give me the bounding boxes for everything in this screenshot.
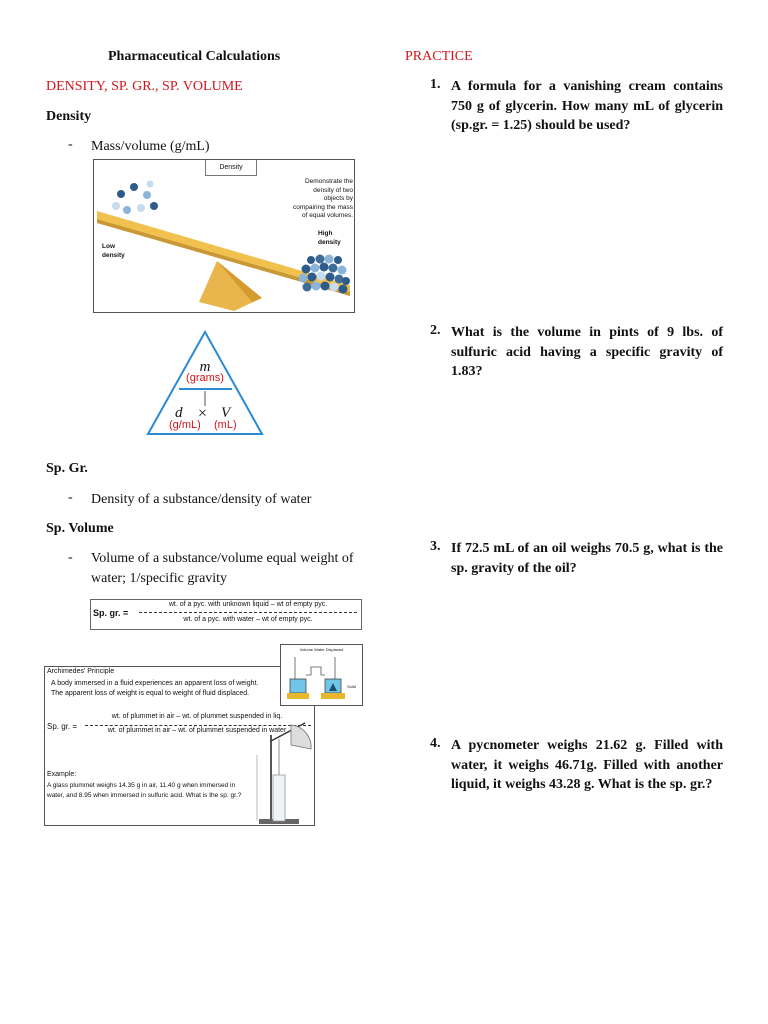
density-unit: (g/mL) (169, 419, 201, 431)
inset-title: Volume Water Displaced (299, 647, 344, 652)
balance-illustration (253, 715, 313, 825)
question-3-text: If 72.5 mL of an oil weighs 70.5 g, what is the sp. gravity of the oil? (451, 541, 723, 576)
section-heading: DENSITY, SP. GR., SP. VOLUME (46, 79, 243, 94)
density-triangle (146, 330, 264, 436)
pyc-fraction-line (139, 612, 357, 613)
times-symbol: × (198, 405, 208, 422)
density-heading: Density (46, 109, 92, 124)
density-symbol: d (175, 405, 183, 421)
mass-unit: (grams) (186, 372, 224, 384)
beaker-illustration (281, 645, 362, 705)
volume-unit: (mL) (214, 419, 237, 431)
seesaw-illustration (94, 160, 354, 312)
bullet-dash: - (68, 550, 73, 565)
question-2-number: 2. (430, 323, 441, 338)
question-1-text: A formula for a vanishing cream contains 750 g of glycerin. How many mL of glycerin (sp.gr. = 1.25) should be used? (451, 79, 723, 133)
displacement-inset (280, 644, 363, 706)
spgr-definition: Density of a substance/density of water (91, 492, 312, 507)
archimedes-denominator: wt. of plummet in air – wt. of plummet suspended in water (107, 727, 287, 734)
pyc-formula-denominator: wt. of a pyc. with water – wt of empty pyc. (183, 616, 313, 623)
low-density-balls (112, 181, 158, 215)
bullet-dash: - (68, 490, 73, 505)
fulcrum-shape (199, 261, 262, 311)
high-density-label: High density (318, 230, 341, 246)
question-3-number: 3. (430, 539, 441, 554)
spvol-definition: Volume of a substance/volume equal weight of water; 1/specific gravity (91, 551, 354, 586)
density-figure-title: Density (205, 160, 257, 176)
pycnometer-formula (90, 599, 362, 630)
inset-label: Solid (347, 684, 356, 689)
question-2-text: What is the volume in pints of 9 lbs. of sulfuric acid having a specific gravity of 1.83? (451, 325, 723, 379)
archimedes-numerator: wt. of plummet in air – wt. of plummet suspended in liq. (111, 713, 283, 720)
pyc-formula-lhs: Sp. gr. = (93, 608, 129, 618)
low-density-label: Low density (102, 243, 125, 259)
archimedes-title: Archimedes' Principle (47, 668, 115, 675)
question-4-text: A pycnometer weighs 21.62 g. Filled with water, it weighs 46.71g. Filled with another liquid, it weighs 43.28 g. What is the sp. gr.? (451, 738, 723, 792)
density-figure (93, 159, 355, 313)
mass-symbol: m (199, 359, 211, 375)
spvol-heading: Sp. Volume (46, 521, 114, 536)
density-definition: Mass/volume (g/mL) (91, 139, 210, 154)
page-title: Pharmaceutical Calculations (108, 49, 281, 64)
archimedes-point-1: A body immersed in a fluid experiences an apparent loss of weight. (51, 680, 259, 687)
volume-symbol: V (221, 405, 231, 421)
spgr-heading: Sp. Gr. (46, 461, 88, 476)
archimedes-figure (44, 666, 315, 826)
pyc-formula-numerator: wt. of a pyc. with unknown liquid – wt of empty pyc. (168, 601, 328, 608)
example-text: A glass plummet weighs 14.35 g in air, 11.40 g when immersed in water, and 8.95 when immersed in sulfuric acid. What is the sp. gr.? (47, 782, 242, 799)
practice-heading: PRACTICE (405, 49, 473, 64)
example-label: Example: (47, 771, 77, 778)
bullet-dash: - (68, 137, 73, 152)
archimedes-point-2: The apparent loss of weight is equal to weight of fluid displaced. (51, 690, 250, 697)
archimedes-lhs: Sp. gr. = (47, 722, 78, 731)
density-figure-caption: Demonstrate the density of two objects by compairing the mass of equal volumes. (293, 178, 353, 219)
question-1-number: 1. (430, 77, 441, 92)
question-4-number: 4. (430, 736, 441, 751)
